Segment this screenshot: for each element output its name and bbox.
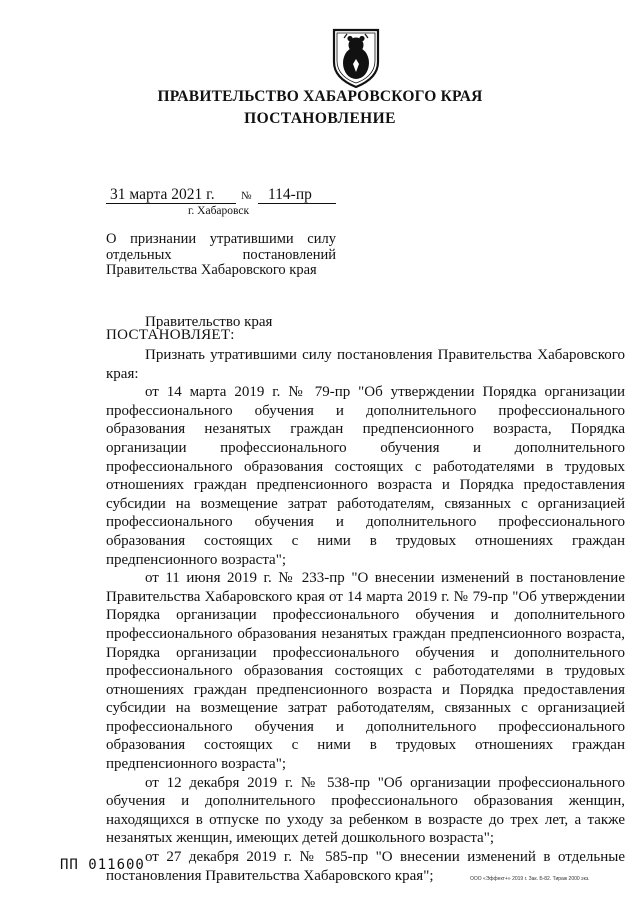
printer-imprint: ООО «Эффект+» 2019 г. Зак. Б-82. Тираж 2000 экз. [470,876,590,882]
form-serial-number: ПП 011600 [60,857,145,873]
document-subject: О признании утратившими силу отдельных постановлений Правительства Хабаровского края [106,231,336,278]
document-city: г. Хабаровск [188,205,250,217]
organization-title: ПРАВИТЕЛЬСТВО ХАБАРОВСКОГО КРАЯ [157,88,483,105]
issuer-line: Правительство края [145,314,273,330]
document-number: 114-пр [268,186,312,203]
body-paragraph-item-3: от 12 декабря 2019 г. № 538-пр "Об организации профессионального обучения и дополнительного профессионального образования женщин, находящихся в отпуске по уходу за ребенком в возрасте до трех лет, а также незанятых женщин, имеющих детей дошкольного возраста"; [106,774,625,847]
body-paragraph-item-4: от 27 декабря 2019 г. № 585-пр "О внесении изменений в отдельные постановления Правительства Хабаровского края"; [106,849,625,884]
number-underline [258,203,336,204]
coat-of-arms-emblem [330,26,382,88]
date-underline [106,203,236,204]
decree-word: ПОСТАНОВЛЯЕТ: [106,327,235,343]
document-type-title: ПОСТАНОВЛЕНИЕ [244,110,396,127]
body-paragraph-item-1: от 14 марта 2019 г. № 79-пр "Об утверждении Порядка организации профессионального обучения и дополнительного профессионального образования незанятых граждан предпенсионного возраста, Порядка организации профессионального обучения и дополнительного профессионального образования состоящих с работодателями в трудовых отношениях граждан предпенсионного возраста и Порядка предоставления субсидии на возмещение затрат работодателям, связанных с организацией профессионального обучения и дополнительного профессионального образования состоящих с ними в трудовых отношениях граждан предпенсионного возраста"; [106,384,625,568]
body-paragraph-intro: Признать утратившими силу постановления Правительства Хабаровского края: [106,347,625,382]
body-paragraph-item-2: от 11 июня 2019 г. № 233-пр "О внесении изменений в постановление Правительства Хабаровского края от 14 марта 2019 г. № 79-пр "Об утверждении Порядка организации профессионального обучения и дополнительного профессионального образования незанятых граждан предпенсионного возраста, Порядка организации профессионального обучения и дополнительного профессионального образования состоящих с работодателями в трудовых отношениях граждан предпенсионного возраста и Порядка предоставления субсидии на возмещение затрат работодателям, связанных с организацией профессионального обучения и дополнительного профессионального образования состоящих с ними в трудовых отношениях граждан предпенсионного возраста"; [106,570,625,773]
document-date: 31 марта 2021 г. [110,186,215,203]
number-sign: № [241,190,252,202]
document-body [106,346,625,885]
